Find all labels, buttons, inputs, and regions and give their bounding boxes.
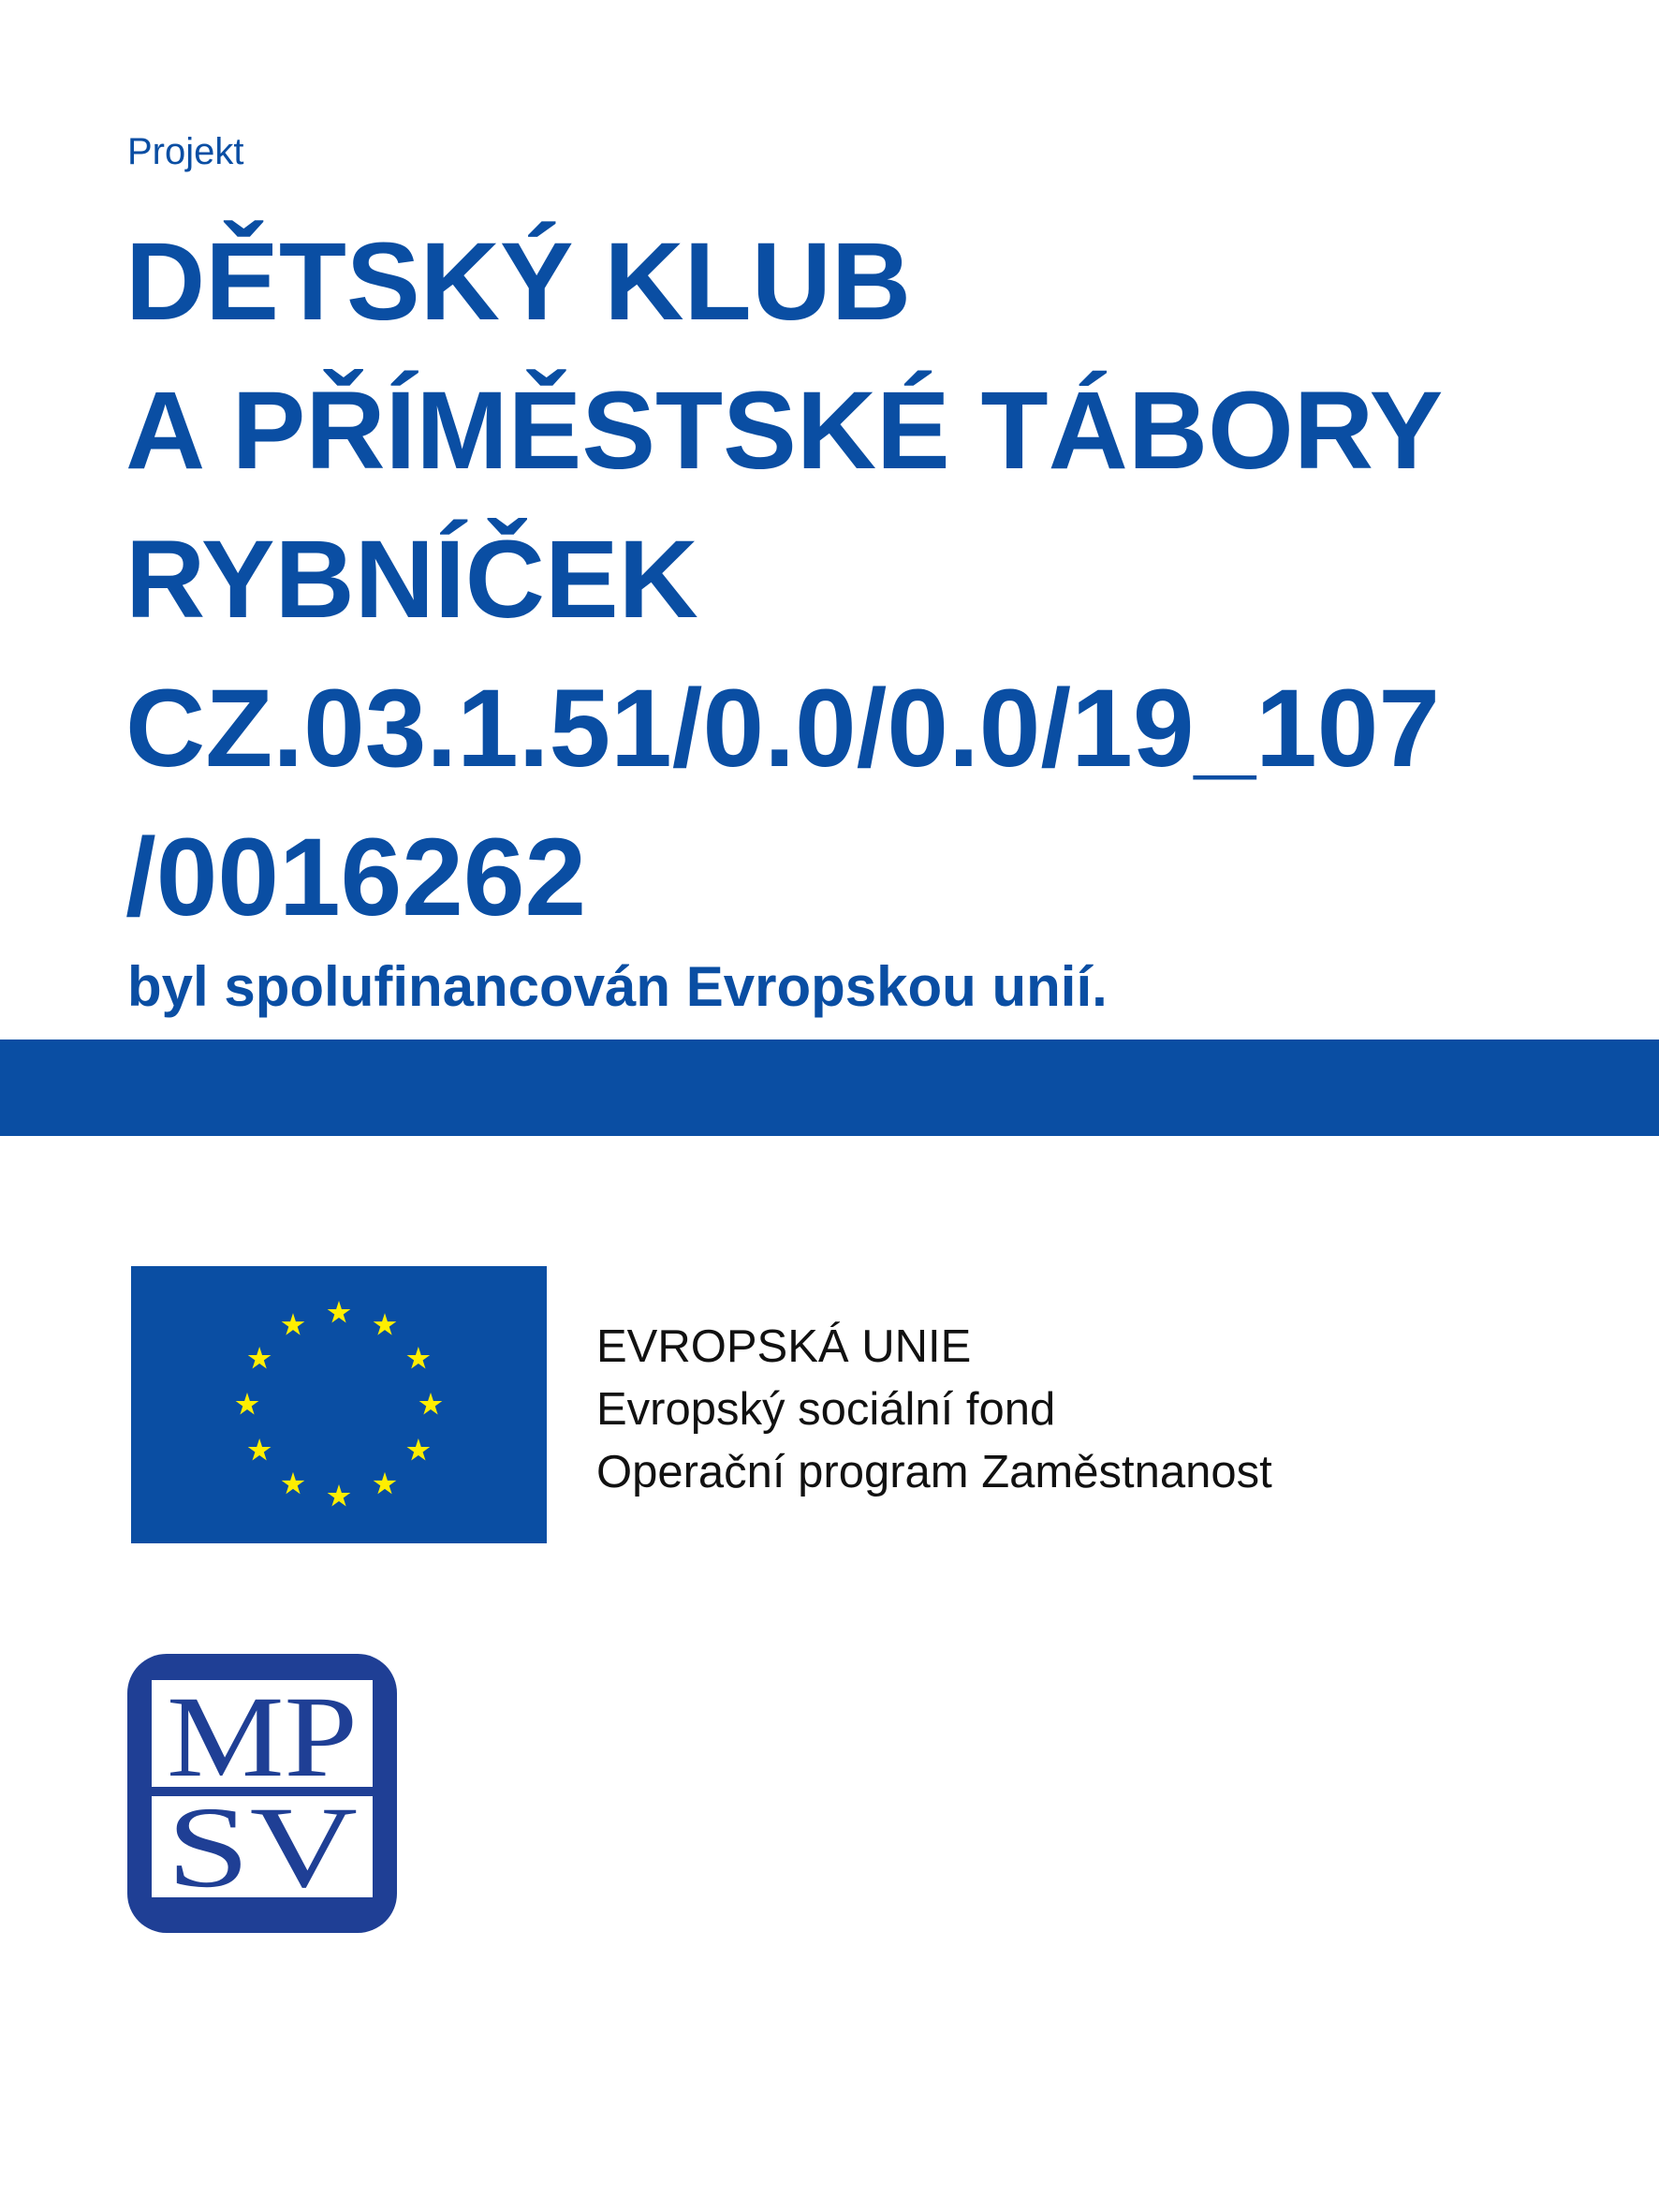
cofinanced-statement: byl spolufinancován Evropskou unií.: [127, 955, 1108, 1018]
blue-band: [0, 1040, 1659, 1136]
title-line-3: RYBNÍČEK: [125, 518, 698, 641]
eu-flag-icon: [131, 1266, 547, 1543]
eu-line-3: Operační program Zaměstnanost: [596, 1447, 1272, 1497]
eu-line-2: Evropský sociální fond: [596, 1384, 1056, 1435]
mpsv-logo-top-text: MP: [167, 1673, 358, 1801]
title-line-2: A PŘÍMĚSTSKÉ TÁBORY: [125, 369, 1444, 493]
title-line-1: DĚTSKÝ KLUB: [125, 220, 912, 344]
mpsv-logo: [127, 1654, 397, 1933]
project-title: [125, 208, 1443, 952]
title-line-5: /0016262: [125, 816, 587, 939]
title-line-4: CZ.03.1.51/0.0/0.0/19_107: [125, 667, 1440, 790]
mpsv-logo-bottom-text: SV: [167, 1783, 358, 1911]
eu-line-1: EVROPSKÁ UNIE: [596, 1321, 972, 1372]
eu-funding-text: [596, 1316, 1272, 1504]
project-kicker: Projekt: [127, 131, 244, 172]
